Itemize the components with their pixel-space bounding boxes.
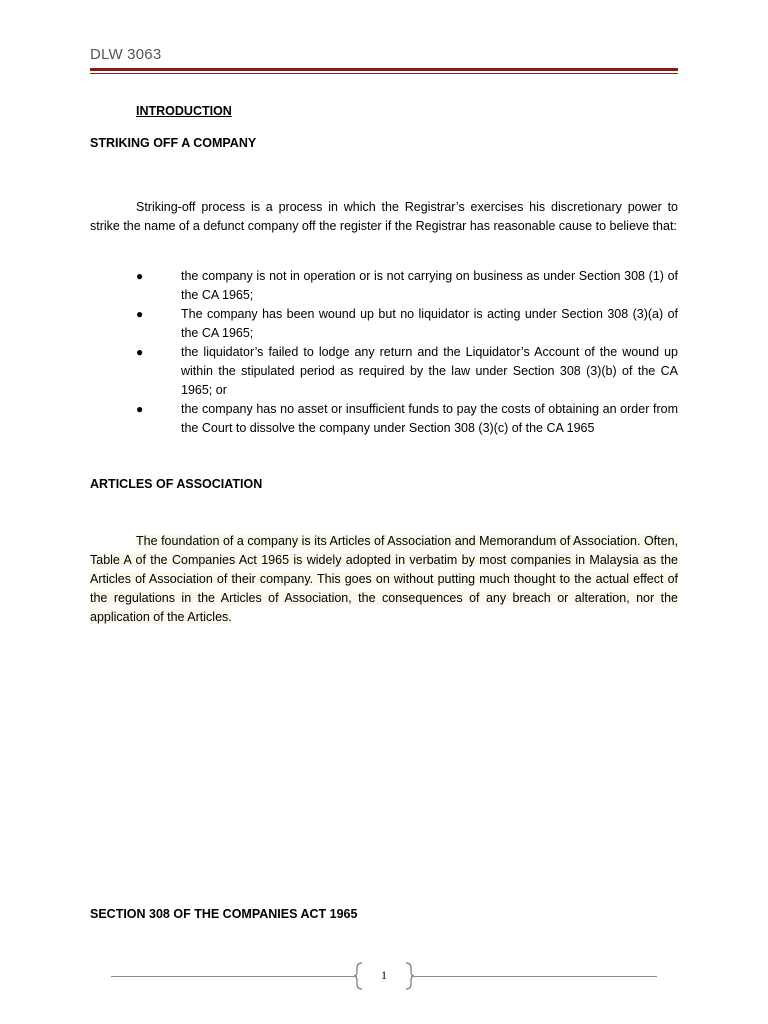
header-rule-thin <box>90 73 678 74</box>
striking-off-paragraph: Striking-off process is a process in which the Registrar’s exercises his discretionary power to strike the name of a defunct company off the register if the Registrar has reasonable cause to believe that: <box>90 200 678 233</box>
list-item-text: the company is not in operation or is not carrying on business as under Section 308 (1) of the CA 1965; <box>181 269 678 302</box>
articles-paragraph-text: The foundation of a company is its Articles of Association and Memorandum of Association. Often, Table A of the Companies Act 1965 is widely adopted in verbatim by most companies in Malaysia as the Articles of Association of their company. This goes on without putting much thought to the actual effect of the regulations in the Articles of Association, the consequences of any breach or alteration, nor the application of the Articles. <box>90 534 678 624</box>
introduction-title: INTRODUCTION <box>136 104 232 118</box>
footer-rule-right <box>414 976 657 977</box>
page-number: 1 <box>381 968 387 982</box>
list-item <box>90 400 678 438</box>
header-rule-thick <box>90 68 678 71</box>
list-item <box>90 343 678 400</box>
list-item-text: The company has been wound up but no liquidator is acting under Section 308 (3)(a) of the CA 1965; <box>181 307 678 340</box>
header-course-code: DLW 3063 <box>90 46 162 63</box>
bullet-icon: ● <box>136 345 144 359</box>
articles-paragraph <box>90 532 678 627</box>
bullet-icon: ● <box>136 402 144 416</box>
bullet-icon: ● <box>136 307 144 321</box>
list-item-text: the company has no asset or insufficient funds to pay the costs of obtaining an order from the Court to dissolve the company under Section 308 (3)(c) of the CA 1965 <box>181 402 678 435</box>
footer-rule-left <box>111 976 354 977</box>
striking-off-heading: STRIKING OFF A COMPANY <box>90 136 257 150</box>
striking-off-conditions-list <box>90 267 678 438</box>
articles-heading: ARTICLES OF ASSOCIATION <box>90 477 263 491</box>
bullet-icon: ● <box>136 269 144 283</box>
list-item <box>90 305 678 343</box>
section-308-heading: SECTION 308 OF THE COMPANIES ACT 1965 <box>90 907 358 921</box>
list-item <box>90 267 678 305</box>
list-item-text: the liquidator’s failed to lodge any return and the Liquidator’s Account of the wound up within the stipulated period as required by the law under Section 308 (3)(b) of the CA 1965; or <box>181 345 678 397</box>
